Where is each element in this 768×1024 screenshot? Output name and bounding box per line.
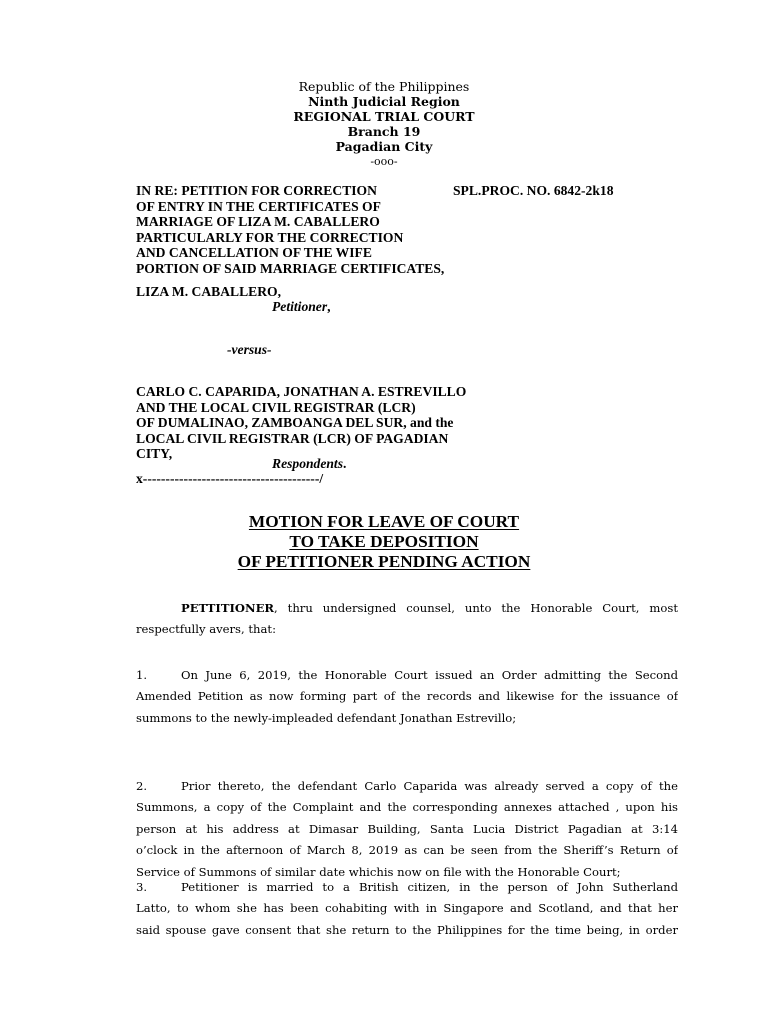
paragraph-line: Service of Summons of similar date whichis now on file with the Honorable Court; bbox=[136, 864, 621, 879]
paragraph-line: said spouse gave consent that she return to the Philippines for the time being, in order bbox=[136, 922, 678, 937]
motion-title bbox=[0, 512, 768, 572]
petitioner-role-suffix: , bbox=[327, 299, 331, 314]
respondent-line: LOCAL CIVIL REGISTRAR (LCR) OF PAGADIAN bbox=[136, 430, 449, 446]
caption-in-re-line: IN RE: PETITION FOR CORRECTION bbox=[136, 183, 377, 198]
caption-respondents bbox=[136, 384, 466, 462]
paragraph-3 bbox=[136, 877, 678, 941]
intro-line-1-rest: , thru undersigned counsel, unto the Honorable Court, most bbox=[274, 601, 678, 615]
motion-title-line: MOTION FOR LEAVE OF COURT bbox=[248, 512, 520, 531]
respondent-role-label: Respondents bbox=[272, 456, 344, 471]
paragraph-number: 3. bbox=[136, 880, 148, 894]
petitioner-role-label: Petitioner bbox=[272, 299, 328, 314]
respondent-line: CARLO C. CAPARIDA, JONATHAN A. ESTREVILLO bbox=[136, 384, 467, 399]
header-region: Ninth Judicial Region bbox=[308, 94, 460, 109]
petitioner-role bbox=[272, 299, 331, 315]
caption-in-re-line: OF ENTRY IN THE CERTIFICATES OF bbox=[136, 198, 381, 214]
paragraph-line: 2. Prior thereto, the defendant Carlo Caparida was already served a copy of the bbox=[136, 776, 678, 797]
case-number: SPL.PROC. NO. 6842-2k18 bbox=[453, 183, 614, 198]
intro-lead: PETTITIONER bbox=[181, 601, 275, 615]
header-separator: -ooo- bbox=[370, 155, 398, 168]
header-city: Pagadian City bbox=[335, 139, 433, 154]
caption-in-re bbox=[136, 183, 444, 277]
intro-line-1 bbox=[136, 598, 678, 619]
paragraph-line: Latto, to whom she has been cohabiting with in Singapore and Scotland, and that her bbox=[136, 901, 678, 916]
paragraph-line: Summons, a copy of the Complaint and the corresponding annexes attached , upon his bbox=[136, 800, 678, 815]
paragraph-1 bbox=[136, 665, 678, 729]
motion-title-line: OF PETITIONER PENDING ACTION bbox=[237, 552, 531, 571]
paragraph-number: 1. bbox=[136, 668, 148, 682]
paragraph-2 bbox=[136, 776, 678, 883]
header-court: REGIONAL TRIAL COURT bbox=[293, 109, 475, 124]
caption-in-re-line: PORTION OF SAID MARRIAGE CERTIFICATES, bbox=[136, 260, 445, 276]
caption-in-re-line: PARTICULARLY FOR THE CORRECTION bbox=[136, 229, 404, 245]
caption-in-re-line: AND CANCELLATION OF THE WIFE bbox=[136, 245, 372, 261]
header-republic: Republic of the Philippines bbox=[298, 79, 470, 94]
respondent-line: AND THE LOCAL CIVIL REGISTRAR (LCR) bbox=[136, 399, 416, 415]
paragraph-line: Amended Petition as now forming part of the records and likewise for the issuance of bbox=[136, 689, 678, 704]
paragraph-line: summons to the newly-impleaded defendant Jonathan Estrevillo; bbox=[136, 710, 517, 725]
paragraph-line: 1. On June 6, 2019, the Honorable Court issued an Order admitting the Second bbox=[136, 665, 678, 686]
respondent-role bbox=[272, 456, 346, 472]
petitioner-name: LIZA M. CABALLERO, bbox=[136, 284, 282, 299]
paragraph-number: 2. bbox=[136, 779, 148, 793]
header-branch: Branch 19 bbox=[347, 124, 421, 139]
respondent-role-suffix: . bbox=[343, 456, 347, 471]
motion-title-line: TO TAKE DEPOSITION bbox=[289, 532, 479, 551]
paragraph-line: person at his address at Dimasar Building, Santa Lucia District Pagadian at 3:14 bbox=[136, 821, 678, 836]
respondent-line: OF DUMALINAO, ZAMBOANGA DEL SUR, and the bbox=[136, 415, 454, 431]
intro-paragraph bbox=[136, 598, 678, 641]
court-header bbox=[0, 79, 768, 169]
respondent-line: CITY, bbox=[136, 446, 173, 462]
intro-line-2: respectfully avers, that: bbox=[136, 622, 276, 637]
caption-closing-line: x---------------------------------------/ bbox=[136, 471, 324, 486]
paragraph-line: o’clock in the afternoon of March 8, 2019 as can be seen from the Sheriff’s Return of bbox=[136, 843, 678, 858]
caption-in-re-line: MARRIAGE OF LIZA M. CABALLERO bbox=[136, 214, 380, 230]
paragraph-line: 3. Petitioner is married to a British citizen, in the person of John Sutherland bbox=[136, 877, 678, 898]
versus-label: -versus- bbox=[227, 342, 272, 357]
